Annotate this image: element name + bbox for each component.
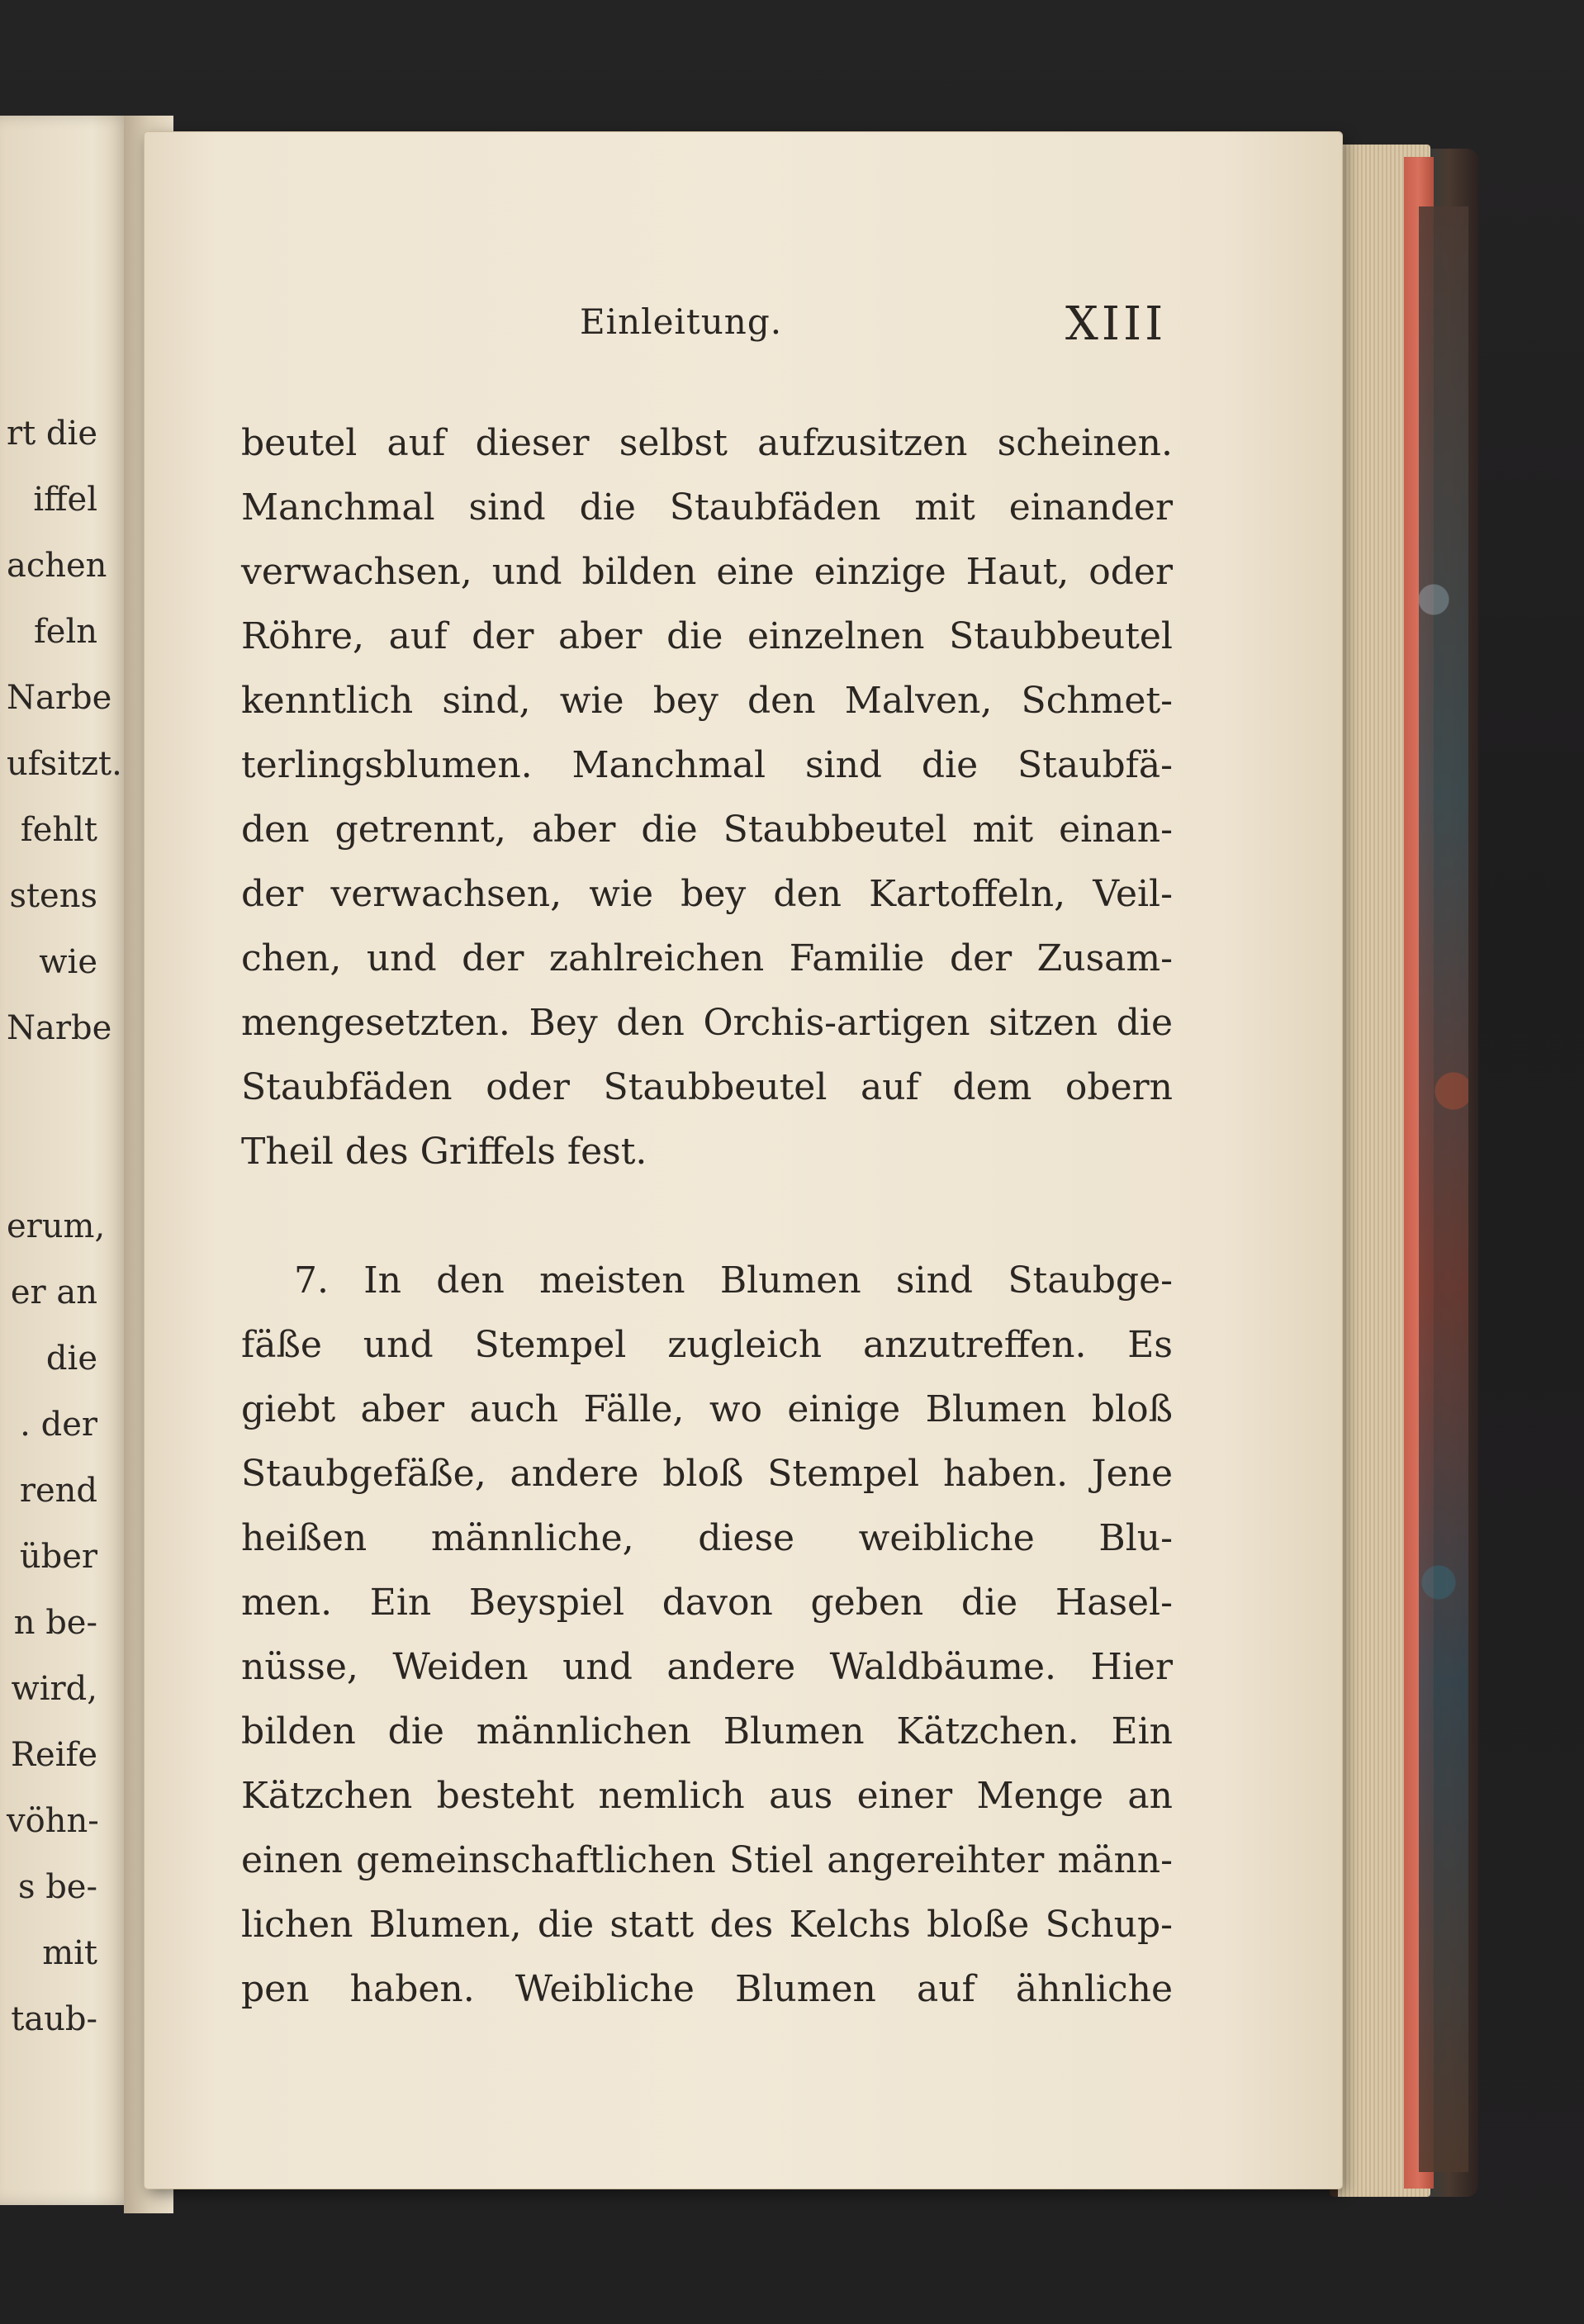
text-line: verwachsen, und bilden eine einzige Haut, oder — [241, 551, 1173, 593]
text-line: pen haben. Weibliche Blumen auf ähnliche — [241, 1968, 1173, 2010]
text-line: einen gemeinschaftlichen Stiel angereihter männ- — [241, 1839, 1173, 1881]
text-line: Röhre, auf der aber die einzelnen Staubbeutel — [241, 615, 1173, 657]
left-fragment: erum, — [7, 1207, 106, 1245]
left-fragment: s be- — [17, 1868, 97, 1906]
running-head: Einleitung. — [580, 301, 783, 342]
body-text — [241, 411, 1173, 2022]
text-line: nüsse, Weiden und andere Waldbäume. Hier — [241, 1646, 1173, 1688]
left-fragment: rt die — [7, 415, 97, 453]
marbled-cover — [1419, 206, 1468, 2172]
left-fragment: die — [45, 1340, 97, 1378]
left-fragment: achen — [7, 547, 107, 585]
text-line: giebt aber auch Fälle, wo einige Blumen bloß — [241, 1388, 1173, 1430]
left-fragment — [7, 1127, 97, 1193]
left-fragment: . der — [20, 1406, 97, 1444]
left-fragment: Reife — [10, 1736, 97, 1774]
left-fragment: rend — [19, 1472, 97, 1510]
left-fragment: feln — [33, 613, 97, 651]
text-line: Theil des Griffels fest. — [241, 1131, 647, 1173]
text-line: Staubfäden oder Staubbeutel auf dem obern — [241, 1066, 1173, 1108]
left-fragment: iffel — [33, 481, 97, 519]
left-fragment: mit — [42, 1934, 97, 1972]
left-fragment: fehlt — [20, 811, 97, 849]
text-line: terlingsblumen. Manchmal sind die Staubfä- — [241, 744, 1173, 786]
text-line: men. Ein Beyspiel davon geben die Hasel- — [241, 1582, 1173, 1624]
text-line: 7. In den meisten Blumen sind Staubge- — [294, 1259, 1173, 1302]
text-line: lichen Blumen, die statt des Kelchs bloße Schup- — [241, 1904, 1173, 1946]
left-fragment: ufsitzt. — [7, 745, 122, 783]
left-fragment: Narbe — [7, 679, 112, 717]
text-line: heißen männliche, diese weibliche Blu- — [241, 1517, 1173, 1559]
text-line: den getrennt, aber die Staubbeutel mit einan- — [241, 809, 1173, 851]
left-fragment: er an — [10, 1273, 97, 1311]
left-fragment — [7, 1061, 97, 1127]
left-fragment: n be- — [13, 1604, 97, 1642]
left-fragment: Narbe — [7, 1009, 112, 1047]
text-line: Staubgefäße, andere bloß Stempel haben. Jene — [241, 1453, 1173, 1495]
paragraph-gap — [241, 1184, 1173, 1249]
left-fragment: taub- — [11, 2000, 97, 2038]
text-line: fäße und Stempel zugleich anzutreffen. Es — [241, 1324, 1173, 1366]
left-fragment: wie — [39, 943, 97, 981]
text-line: bilden die männlichen Blumen Kätzchen. Ein — [241, 1710, 1173, 1752]
text-line: beutel auf dieser selbst aufzusitzen scheinen. — [241, 422, 1173, 464]
left-page — [0, 116, 132, 2205]
text-line: Kätzchen besteht nemlich aus einer Menge an — [241, 1775, 1173, 1817]
text-line: kenntlich sind, wie bey den Malven, Schmet- — [241, 680, 1173, 722]
text-line: der verwachsen, wie bey den Kartoffeln, Veil- — [241, 873, 1173, 915]
left-fragment: über — [19, 1538, 97, 1576]
left-page-fragments — [7, 401, 122, 2052]
text-line: Manchmal sind die Staubfäden mit einander — [241, 486, 1173, 529]
page-number: XIII — [1065, 297, 1167, 351]
left-fragment: vöhn- — [7, 1802, 99, 1840]
left-fragment: wird, — [11, 1670, 97, 1708]
left-fragment: stens — [9, 877, 97, 915]
text-line: mengesetzten. Bey den Orchis-artigen sitzen die — [241, 1002, 1173, 1044]
text-line: chen, und der zahlreichen Familie der Zusam- — [241, 937, 1173, 979]
